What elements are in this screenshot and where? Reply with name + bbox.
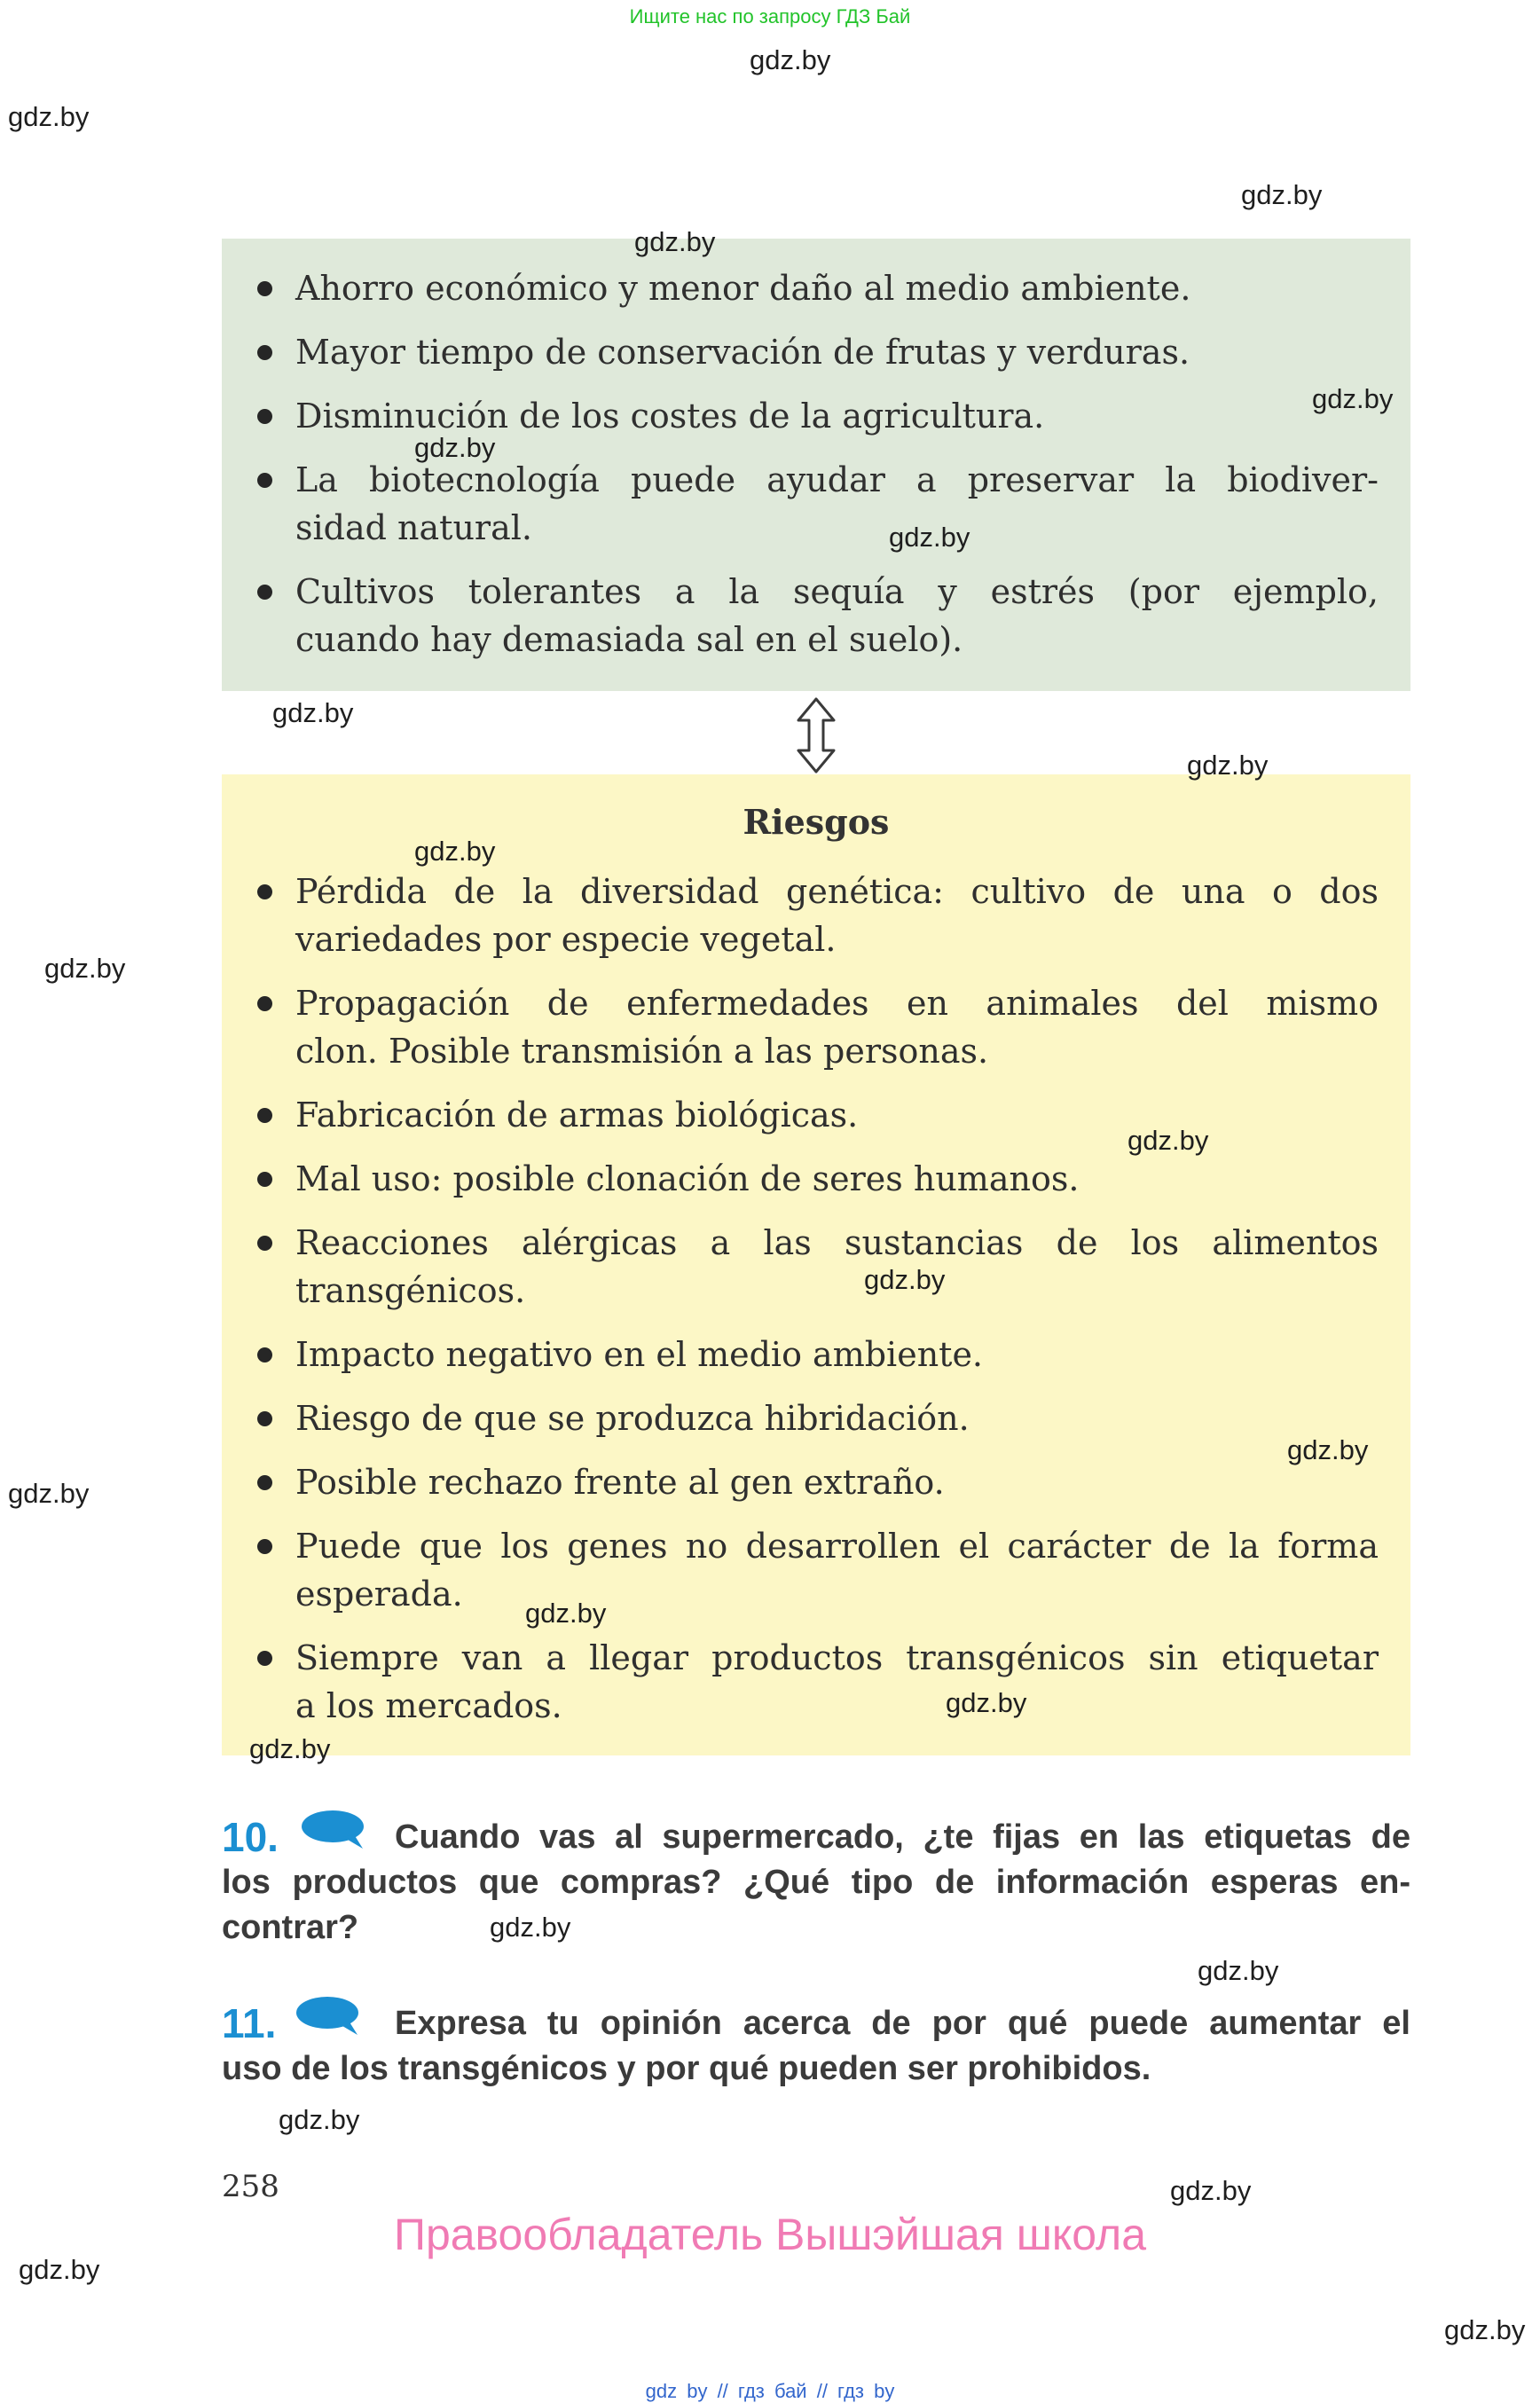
bullet-icon [257, 409, 272, 424]
bullet-icon [257, 585, 272, 600]
list-item-text: variedades por especie vegetal. [295, 920, 837, 959]
list-item-text: Ahorro económico y menor daño al medio ambiente. [295, 269, 1191, 308]
bullet-icon [257, 1108, 272, 1123]
bullet-icon [257, 1651, 272, 1666]
list-item-text: Reacciones alérgicas a las sustancias de los alimentos [295, 1223, 1379, 1262]
list-item-text: cuando hay demasiada sal en el suelo). [295, 620, 963, 659]
watermark: gdz.by [490, 1912, 571, 1943]
list-item-text: Disminución de los costes de la agricultura. [295, 397, 1045, 436]
watermark: gdz.by [946, 1687, 1027, 1718]
watermark: gdz.by [1170, 2175, 1252, 2206]
question-text: Expresa tu opinión acerca de por qué puede aumentar el [395, 2005, 1410, 2042]
bullet-icon [257, 1236, 272, 1251]
question-10 [222, 1815, 1410, 1951]
list-item [295, 1155, 1379, 1203]
list-item-text: a los mercados. [295, 1686, 562, 1725]
watermark: gdz.by [750, 44, 831, 75]
list-item-text: Siempre van a llegar productos transgénicos sin etiquetar [295, 1638, 1379, 1677]
list-item-text: Fabricación de armas biológicas. [295, 1095, 859, 1135]
list-item [295, 1091, 1379, 1139]
benefits-list [295, 264, 1379, 664]
question-number: 10. [222, 1814, 279, 1860]
watermark: gdz.by [1241, 179, 1323, 210]
bullet-icon [257, 345, 272, 360]
watermark: gdz.by [279, 2104, 360, 2135]
watermark: gdz.by [249, 1733, 331, 1764]
watermark: gdz.by [8, 101, 90, 132]
bullet-icon [257, 1475, 272, 1490]
list-item-text: Mal uso: posible clonación de seres humanos. [295, 1159, 1080, 1198]
question-text: Cuando vas al supermercado, ¿te fijas en las etiquetas de [395, 1818, 1410, 1856]
watermark: gdz.by [1128, 1125, 1209, 1156]
list-item [295, 264, 1379, 312]
watermark: gdz.by [1312, 383, 1394, 414]
watermark: gdz.by [272, 697, 354, 728]
list-item [295, 1394, 1379, 1442]
watermark: gdz.by [8, 1478, 90, 1509]
bullet-icon [257, 884, 272, 899]
question-text: uso de los transgénicos y por qué pueden ser prohibidos. [222, 2050, 1151, 2087]
question-11 [222, 2001, 1410, 2092]
footer-links: gdz by // гдз бай // гдз by [645, 2380, 895, 2402]
list-item [295, 868, 1379, 963]
list-item-text: Riesgo de que se produzca hibridación. [295, 1399, 970, 1438]
watermark: gdz.by [414, 836, 496, 867]
list-item-text: Impacto negativo en el medio ambiente. [295, 1335, 984, 1374]
list-item-text: Propagación de enfermedades en animales del mismo [295, 984, 1379, 1023]
watermark: gdz.by [864, 1264, 946, 1295]
list-item-text: Cultivos tolerantes a la sequía y estrés (por ejemplo, [295, 572, 1379, 611]
risks-title: Riesgos [742, 802, 890, 842]
watermark: gdz.by [19, 2254, 100, 2285]
speech-bubble-icon [301, 1810, 368, 1849]
bullet-icon [257, 1347, 272, 1362]
watermark: gdz.by [1287, 1434, 1369, 1465]
search-notice: Ищите нас по запросу ГДЗ Бай [629, 5, 911, 27]
watermark: gdz.by [1198, 1955, 1279, 1986]
list-item [295, 568, 1379, 664]
watermark: gdz.by [525, 1598, 607, 1629]
bullet-icon [257, 1411, 272, 1426]
question-number: 11. [222, 2000, 277, 2046]
list-item [295, 1634, 1379, 1730]
list-item-text: clon. Posible transmisión a las personas. [295, 1032, 989, 1071]
list-item-text: Posible rechazo frente al gen extraño. [295, 1463, 945, 1502]
list-item [295, 328, 1379, 376]
watermark: gdz.by [44, 953, 126, 984]
list-item [295, 979, 1379, 1075]
bullet-icon [257, 281, 272, 296]
list-item [295, 456, 1379, 552]
copyright-notice: Правообладатель Вышэйшая школа [394, 2210, 1146, 2259]
list-item-text: Mayor tiempo de conservación de frutas y verduras. [295, 333, 1190, 372]
list-item [295, 1331, 1379, 1378]
bullet-icon [257, 473, 272, 488]
page-number: 258 [222, 2169, 279, 2204]
risks-box [222, 774, 1410, 1755]
benefits-box [222, 239, 1410, 691]
list-item-text: esperada. [295, 1575, 463, 1614]
speech-bubble-icon [295, 1996, 363, 2036]
list-item [295, 1219, 1379, 1315]
risks-list [295, 868, 1379, 1730]
list-item [295, 1522, 1379, 1618]
bullet-icon [257, 1172, 272, 1187]
bullet-icon [257, 1539, 272, 1554]
question-text: contrar? [222, 1909, 359, 1946]
question-text: los productos que compras? ¿Qué tipo de información esperas en- [222, 1864, 1410, 1901]
list-item-text: transgénicos. [295, 1271, 526, 1310]
bullet-icon [257, 996, 272, 1011]
list-item-text: Pérdida de la diversidad genética: cultivo de una o dos [295, 872, 1379, 911]
up-down-double-arrow-icon [795, 697, 837, 774]
double-arrow-graphic [795, 697, 837, 774]
watermark: gdz.by [889, 522, 970, 553]
watermark: gdz.by [1187, 750, 1269, 781]
list-item [295, 1458, 1379, 1506]
list-item-text: La biotecnología puede ayudar a preservar la biodiver- [295, 460, 1379, 499]
watermark: gdz.by [1444, 2314, 1526, 2345]
watermark: gdz.by [414, 432, 496, 463]
watermark: gdz.by [634, 226, 716, 257]
list-item-text: Puede que los genes no desarrollen el carácter de la forma [295, 1527, 1379, 1566]
list-item-text: sidad natural. [295, 508, 532, 547]
